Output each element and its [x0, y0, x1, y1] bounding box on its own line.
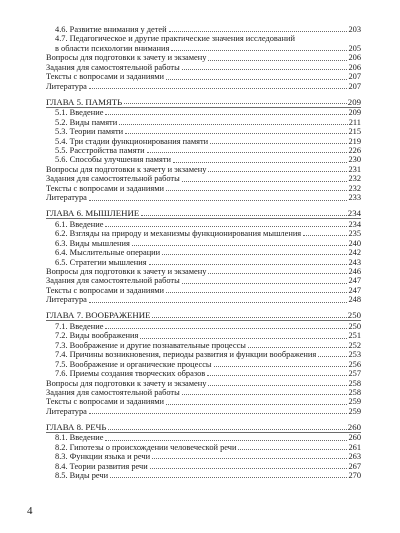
dot-leader: [166, 79, 347, 80]
toc-entry-title: Литература: [46, 193, 87, 203]
dot-leader: [108, 429, 346, 430]
dot-leader: [110, 477, 347, 478]
toc-page-number: 270: [348, 471, 361, 481]
toc-entry-row: [46, 155, 361, 164]
toc-entry-row: [46, 360, 361, 369]
toc-page-number: 219: [348, 136, 361, 146]
toc-entry-row: [46, 443, 361, 452]
chapter-title: ГЛАВА 7. ВООБРАЖЕНИЕ: [46, 310, 151, 321]
dot-leader: [105, 226, 347, 227]
toc-entry-title: Литература: [46, 295, 87, 305]
toc-entry-row: [46, 146, 361, 155]
toc-entry-title: Вопросы для подготовки к зачету и экзамену: [46, 266, 207, 276]
table-of-contents: [46, 25, 361, 481]
toc-page-number: 267: [348, 461, 361, 471]
dot-leader: [208, 385, 347, 386]
toc-page-number: 256: [348, 359, 361, 369]
dot-leader: [89, 302, 348, 303]
dot-leader: [166, 190, 347, 191]
toc-entry-title: Литература: [46, 406, 87, 416]
page-number: 4: [27, 505, 33, 517]
toc-entry-title: Вопросы для подготовки к зачету и экзамену: [46, 53, 207, 63]
chapter-title: ГЛАВА 5. ПАМЯТЬ: [46, 96, 123, 107]
toc-page-number: 235: [348, 229, 361, 239]
toc-entry-row: [46, 350, 361, 359]
toc-entry-row: [46, 452, 361, 461]
toc-page-number: 243: [348, 257, 361, 267]
toc-entry-title: 8.1. Введение: [55, 433, 104, 443]
chapter-heading-row: [46, 97, 361, 107]
toc-page-number: 206: [348, 53, 361, 63]
toc-entry-title: Тексты с вопросами и заданиями: [46, 285, 165, 295]
toc-entry-row: [46, 137, 361, 146]
dot-leader: [207, 375, 347, 376]
toc-page-number: 215: [348, 127, 361, 137]
toc-entry-row: [46, 229, 361, 238]
toc-page-number: 246: [348, 266, 361, 276]
dot-leader: [162, 254, 347, 255]
dot-leader: [105, 114, 347, 115]
toc-entry-title: Задания для самостоятельной работы: [46, 276, 180, 286]
toc-page-number: 259: [348, 397, 361, 407]
toc-entry-row: [46, 286, 361, 295]
toc-entry-title: 5.5. Расстройства памяти: [55, 145, 145, 155]
dot-leader: [208, 60, 347, 61]
toc-page-number: 240: [348, 238, 361, 248]
toc-entry-row: [46, 220, 361, 229]
toc-entry-title: 7.1. Введение: [55, 321, 104, 331]
toc-page-number: 209: [348, 108, 361, 118]
toc-page-number: 250: [348, 321, 361, 331]
toc-page-number: 260: [347, 421, 361, 432]
toc-entry-row: [46, 267, 361, 276]
toc-entry-row: [46, 295, 361, 304]
dot-leader: [171, 50, 347, 51]
toc-page-number: 233: [348, 193, 361, 203]
toc-entry-row: [46, 165, 361, 174]
dot-leader: [152, 317, 346, 318]
toc-page-number: 206: [348, 62, 361, 72]
dot-leader: [140, 338, 347, 339]
toc-entry-row: [46, 397, 361, 406]
toc-entry-row: [46, 331, 361, 340]
toc-entry-title: 4.6. Развитие внимания у детей: [55, 25, 167, 34]
toc-page-number: 234: [348, 219, 361, 229]
toc-entry-title: 6.4. Мыслительные операции: [55, 248, 161, 258]
toc-entry-row: [46, 388, 361, 397]
toc-entry-title: в области психологии внимания: [55, 43, 170, 53]
dot-leader: [119, 124, 348, 125]
dot-leader: [208, 171, 347, 172]
toc-page-number: 205: [348, 43, 361, 53]
chapter-heading-row: [46, 422, 361, 432]
toc-page-number: 211: [348, 117, 361, 127]
chapter-title: ГЛАВА 8. РЕЧЬ: [46, 421, 107, 432]
dot-leader: [124, 103, 347, 104]
dot-leader: [318, 356, 347, 357]
toc-entry-row: [46, 25, 361, 34]
toc-page-number: 258: [348, 387, 361, 397]
chapter-heading-row: [46, 208, 361, 218]
toc-page-number: 248: [348, 295, 361, 305]
toc-page-number: 252: [348, 340, 361, 350]
toc-entry-title: 5.4. Три стадии функционирования памяти: [55, 136, 209, 146]
toc-page-number: 209: [347, 96, 361, 107]
toc-entry-title: Литература: [46, 81, 87, 91]
chapter-title: ГЛАВА 6. МЫШЛЕНИЕ: [46, 208, 140, 219]
toc-entry-row: [46, 118, 361, 127]
toc-entry-row: [46, 322, 361, 331]
toc-entry-row: [46, 276, 361, 285]
toc-entry-row: [46, 462, 361, 471]
dot-leader: [149, 264, 348, 265]
toc-entry-title: 7.4. Причины возникновения, периоды развития и функции воображения: [55, 350, 317, 360]
toc-page-number: 260: [348, 433, 361, 443]
dot-leader: [248, 347, 348, 348]
dot-leader: [105, 440, 347, 441]
dot-leader: [166, 292, 347, 293]
toc-page-number: 251: [348, 331, 361, 341]
toc-entry-title: 5.6. Способы улучшения памяти: [55, 155, 171, 165]
dot-leader: [173, 162, 347, 163]
toc-entry-row: [46, 193, 361, 202]
toc-entry-title: 6.1. Введение: [55, 219, 104, 229]
toc-entry-title: 7.2. Виды воображения: [55, 331, 139, 341]
dot-leader: [141, 215, 347, 216]
toc-entry-title: 7.3. Воображение и другие познавательные процессы: [55, 340, 246, 350]
toc-entry-row: [46, 127, 361, 136]
dot-leader: [182, 283, 348, 284]
dot-leader: [150, 468, 348, 469]
dot-leader: [208, 273, 347, 274]
toc-entry-title: 5.1. Введение: [55, 108, 104, 118]
toc-entry-row: [46, 407, 361, 416]
toc-page-number: 258: [348, 378, 361, 388]
toc-entry-title: Задания для самостоятельной работы: [46, 174, 180, 184]
toc-entry-title: 8.4. Теории развития речи: [55, 461, 148, 471]
dot-leader: [182, 181, 348, 182]
toc-page-number: 226: [348, 145, 361, 155]
toc-entry-row: [46, 44, 361, 53]
dot-leader: [89, 88, 348, 89]
toc-entry-title: 8.3. Функции языка и речи: [55, 452, 151, 462]
toc-entry-title: 8.5. Виды речи: [55, 471, 109, 481]
dot-leader: [182, 69, 348, 70]
toc-entry-title: Вопросы для подготовки к зачету и экзамену: [46, 378, 207, 388]
toc-entry-title: Тексты с вопросами и заданиями: [46, 183, 165, 193]
dot-leader: [166, 404, 347, 405]
toc-entry-row: [46, 72, 361, 81]
toc-page-number: 231: [348, 164, 361, 174]
dot-leader: [303, 235, 347, 236]
toc-entry-title: Тексты с вопросами и заданиями: [46, 397, 165, 407]
toc-entry-row: [46, 258, 361, 267]
toc-entry-row: [46, 379, 361, 388]
dot-leader: [105, 328, 347, 329]
toc-entry-title: 6.5. Стратегии мышления: [55, 257, 147, 267]
dot-leader: [182, 394, 348, 395]
toc-entry-title: Задания для самостоятельной работы: [46, 387, 180, 397]
toc-page-number: 257: [348, 369, 361, 379]
toc-page-number: 242: [348, 248, 361, 258]
toc-entry-row: [46, 184, 361, 193]
toc-entry-row: [46, 34, 361, 43]
dot-leader: [89, 413, 348, 414]
toc-entry-row: [46, 82, 361, 91]
toc-page-number: 261: [348, 442, 361, 452]
toc-page-number: 234: [347, 208, 361, 219]
toc-entry-row: [46, 369, 361, 378]
toc-entry-row: [46, 53, 361, 62]
chapter-heading-row: [46, 310, 361, 320]
dot-leader: [214, 366, 348, 367]
toc-page-number: 253: [348, 350, 361, 360]
toc-entry-row: [46, 239, 361, 248]
toc-entry-title: 7.5. Воображение и органические процессы: [55, 359, 212, 369]
dot-leader: [147, 152, 348, 153]
dot-leader: [238, 449, 347, 450]
toc-page-number: 232: [348, 183, 361, 193]
toc-entry-title: 6.3. Виды мышления: [55, 238, 130, 248]
toc-entry-row: [46, 248, 361, 257]
toc-page-number: 247: [348, 285, 361, 295]
toc-entry-title: Задания для самостоятельной работы: [46, 62, 180, 72]
toc-page-number: 203: [348, 25, 361, 34]
toc-entry-title: 5.2. Виды памяти: [55, 117, 118, 127]
toc-page-number: 247: [348, 276, 361, 286]
toc-entry-title: 6.2. Взгляды на природу и механизмы функционирования мышления: [55, 229, 302, 239]
toc-entry-title: 8.2. Гипотезы о происхождении человеческой речи: [55, 442, 237, 452]
toc-entry-title: Вопросы для подготовки к зачету и экзамену: [46, 164, 207, 174]
toc-page-number: 230: [348, 155, 361, 165]
toc-page-number: 250: [347, 310, 361, 321]
dot-leader: [132, 245, 348, 246]
dot-leader: [89, 200, 348, 201]
toc-page-number: 207: [348, 81, 361, 91]
toc-entry-row: [46, 63, 361, 72]
toc-entry-row: [46, 433, 361, 442]
toc-page-number: 207: [348, 72, 361, 82]
toc-entry-row: [46, 341, 361, 350]
toc-page-number: 232: [348, 174, 361, 184]
dot-leader: [210, 143, 347, 144]
toc-entry-row: [46, 108, 361, 117]
toc-entry-title: 4.7. Педагогическое и другие практические значения исследований: [55, 34, 295, 44]
toc-entry-title: Тексты с вопросами и заданиями: [46, 72, 165, 82]
toc-entry-title: 7.6. Приемы создания творческих образов: [55, 369, 206, 379]
toc-page-number: 263: [348, 452, 361, 462]
dot-leader: [152, 458, 347, 459]
toc-page-number: 259: [348, 406, 361, 416]
dot-leader: [169, 31, 348, 32]
dot-leader: [125, 133, 347, 134]
toc-entry-title: 5.3. Теории памяти: [55, 127, 124, 137]
toc-entry-row: [46, 174, 361, 183]
toc-entry-row: [46, 471, 361, 480]
